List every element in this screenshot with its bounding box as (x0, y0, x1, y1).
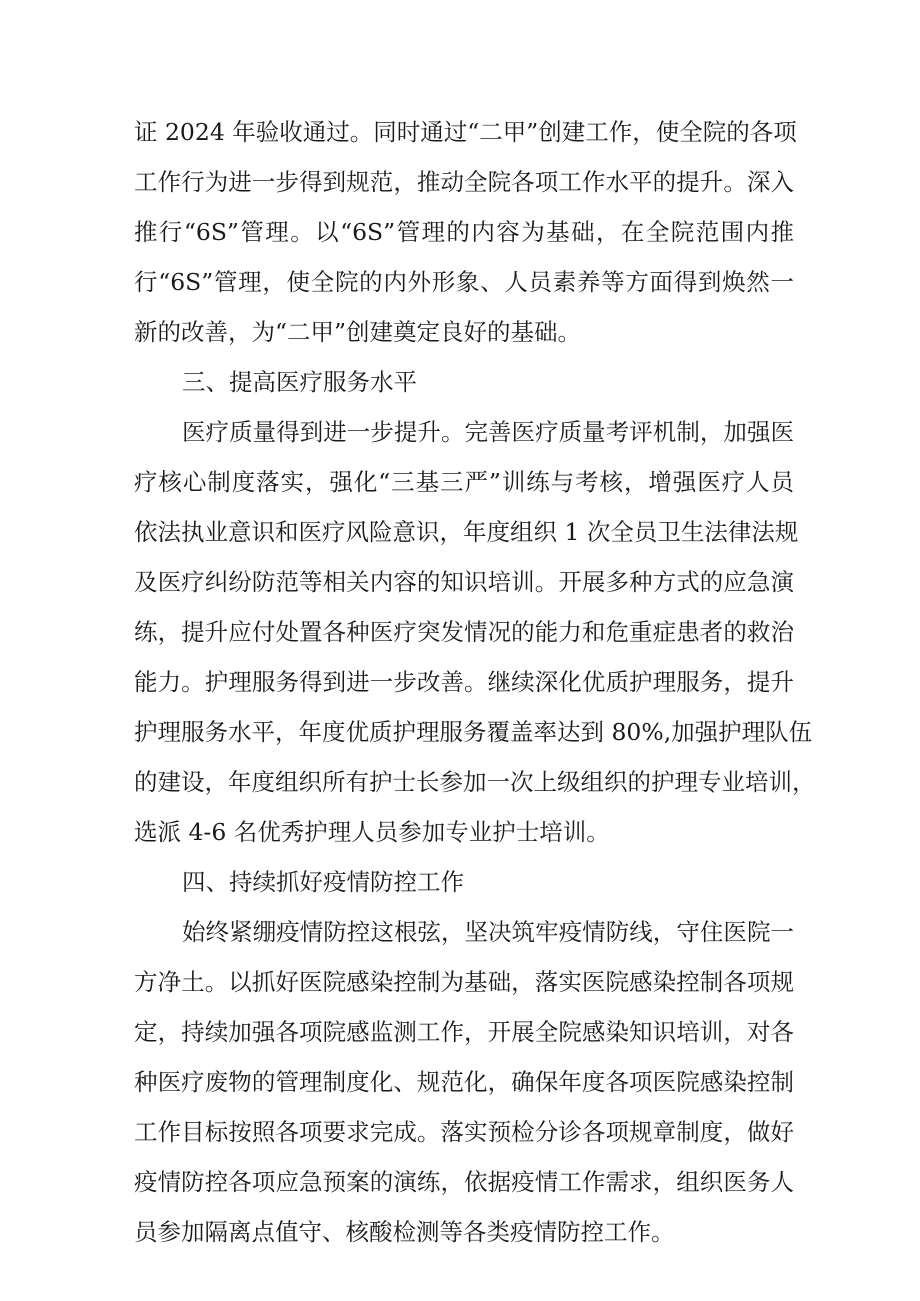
paragraph-line: 定，持续加强各项院感监测工作，开展全院感染知识培训，对各 (134, 1018, 794, 1046)
paragraph-line: 新的改善，为“二甲”创建奠定良好的基础。 (134, 318, 582, 346)
paragraph-line: 疫情防控各项应急预案的演练，依据疫情工作需求，组织医务人 (134, 1168, 794, 1196)
paragraph-line: 工作目标按照各项要求完成。落实预检分诊各项规章制度，做好 (134, 1118, 794, 1146)
section-heading: 三、提高医疗服务水平 (182, 368, 417, 396)
section-heading: 四、持续抓好疫情防控工作 (182, 868, 464, 896)
paragraph-line: 推行“6S”管理。以“6S”管理的内容为基础，在全院范围内推 (134, 218, 794, 246)
paragraph-line: 员参加隔离点值守、核酸检测等各类疫情防控工作。 (134, 1218, 675, 1246)
paragraph-line: 疗核心制度落实，强化“三基三严”训练与考核，增强医疗人员 (134, 468, 794, 496)
paragraph-line: 方净土。以抓好医院感染控制为基础，落实医院感染控制各项规 (134, 968, 794, 996)
paragraph-line: 选派 4-6 名优秀护理人员参加专业护士培训。 (134, 818, 610, 846)
paragraph-line: 医疗质量得到进一步提升。完善医疗质量考评机制，加强医 (182, 418, 794, 446)
paragraph-line: 的建设，年度组织所有护士长参加一次上级组织的护理专业培训， (134, 768, 816, 796)
paragraph-line: 能力。护理服务得到进一步改善。继续深化优质护理服务，提升 (134, 668, 794, 696)
paragraph-line: 护理服务水平，年度优质护理服务覆盖率达到 80%,加强护理队伍 (134, 718, 813, 746)
paragraph-line: 依法执业意识和医疗风险意识，年度组织 1 次全员卫生法律法规 (134, 518, 799, 546)
paragraph-line: 证 2024 年验收通过。同时通过“二甲”创建工作，使全院的各项 (134, 118, 797, 146)
document-body (134, 107, 816, 1257)
paragraph-line: 及医疗纠纷防范等相关内容的知识培训。开展多种方式的应急演 (134, 568, 794, 596)
paragraph-line: 行“6S”管理，使全院的内外形象、人员素养等方面得到焕然一 (134, 268, 794, 296)
paragraph-line: 种医疗废物的管理制度化、规范化，确保年度各项医院感染控制 (134, 1068, 794, 1096)
paragraph-line: 练，提升应付处置各种医疗突发情况的能力和危重症患者的救治 (134, 618, 794, 646)
paragraph-line: 工作行为进一步得到规范，推动全院各项工作水平的提升。深入 (134, 168, 794, 196)
paragraph-line: 始终紧绷疫情防控这根弦，坚决筑牢疫情防线，守住医院一 (182, 918, 794, 946)
